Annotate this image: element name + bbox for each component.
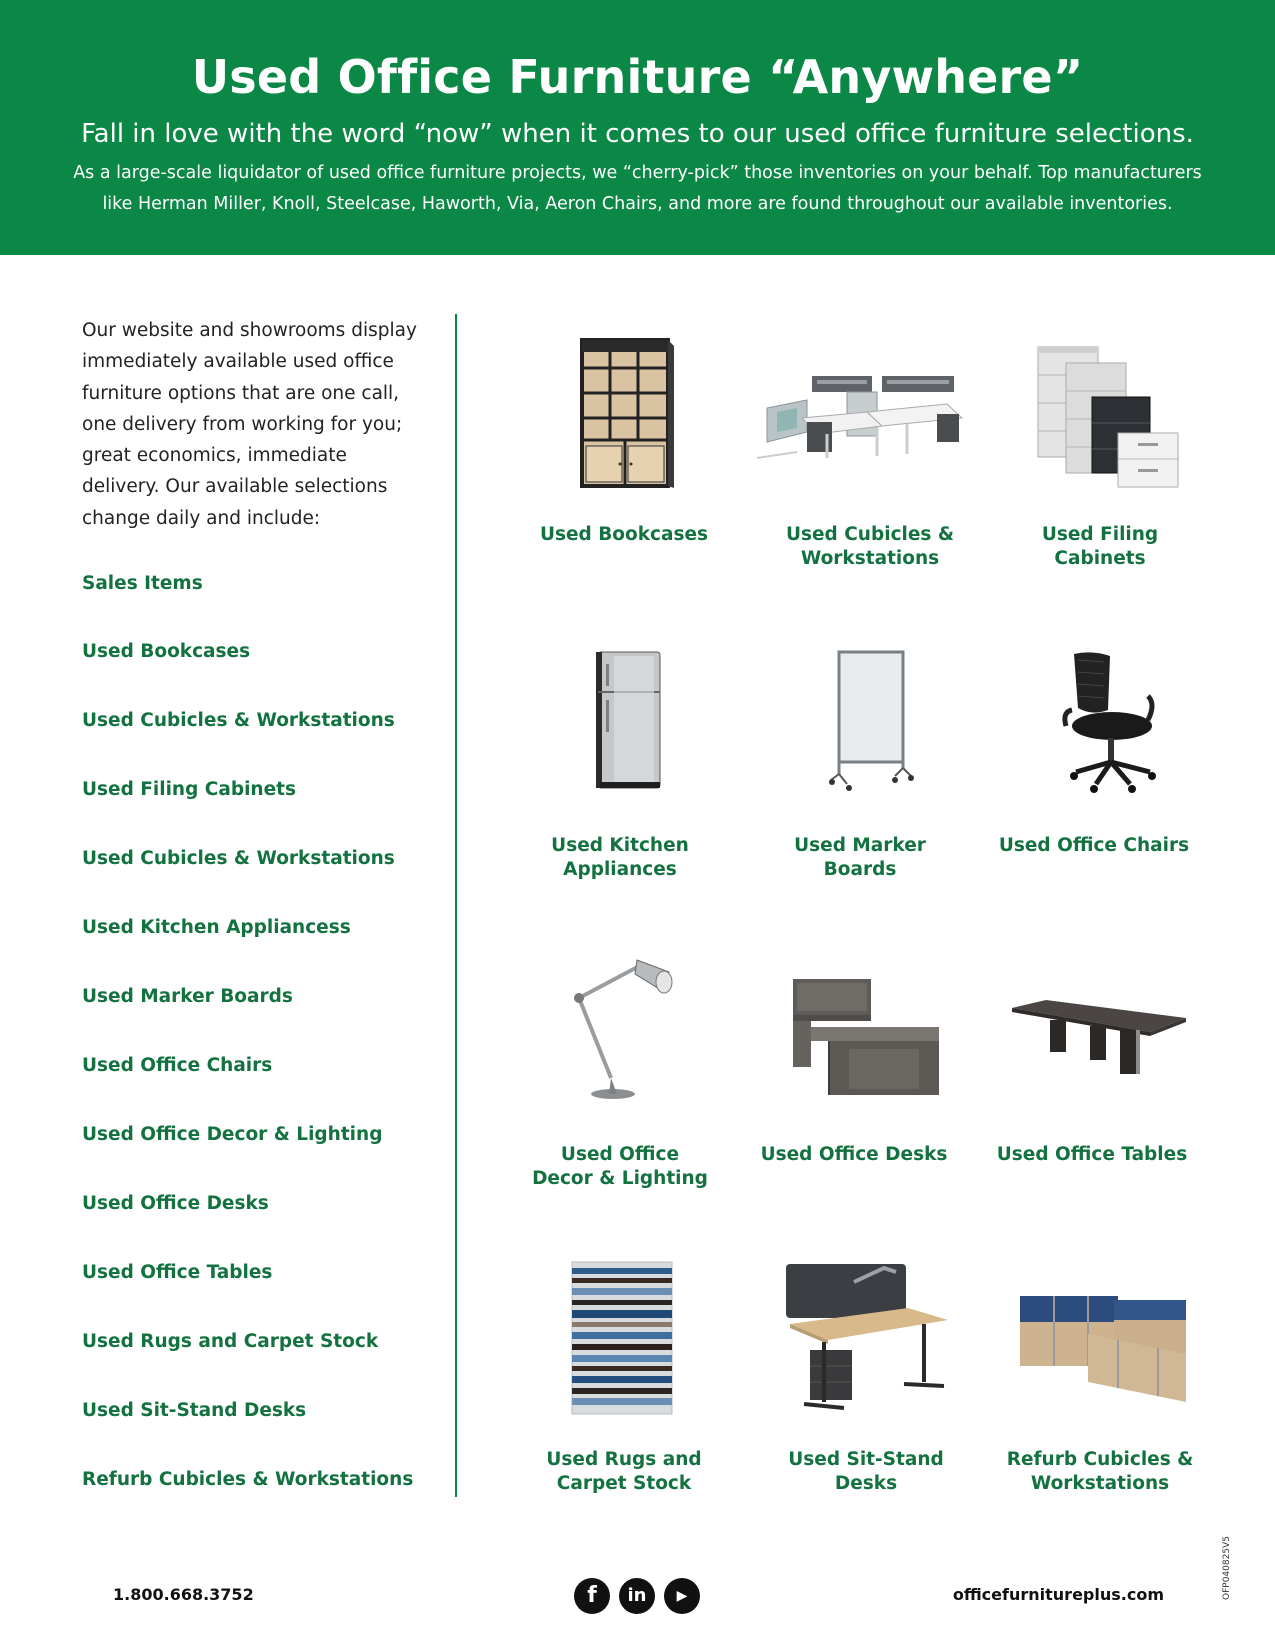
tile-label-rugs[interactable]: Used Rugs and Carpet Stock	[546, 1449, 702, 1494]
sidebar-item-cubicles[interactable]: Used Cubicles & Workstations	[82, 710, 395, 731]
sidebar-item-sales[interactable]: Sales Items	[82, 573, 203, 594]
tile-label-office-chairs[interactable]: Used Office Chairs	[998, 835, 1190, 856]
sidebar-item-filing-cabinets[interactable]: Used Filing Cabinets	[82, 779, 296, 800]
rug-image[interactable]	[570, 1260, 674, 1416]
sidebar-item-kitchen[interactable]: Used Kitchen Appliancess	[82, 917, 351, 938]
document-code: OFP040825V5	[1222, 1536, 1232, 1600]
footer-phone[interactable]: 1.800.668.3752	[113, 1585, 254, 1604]
page-title: Used Office Furniture “Anywhere”	[191, 50, 1084, 104]
filing-cabinets-image[interactable]	[1030, 345, 1182, 490]
sidebar-item-office-chairs[interactable]: Used Office Chairs	[82, 1055, 273, 1076]
tile-label-marker-boards[interactable]: Used Marker Boards	[794, 835, 926, 880]
tile-label-refurb-cubicles[interactable]: Refurb Cubicles & Workstations	[1006, 1449, 1194, 1494]
office-desk-image[interactable]	[789, 975, 945, 1103]
refurb-cubicles-image[interactable]	[1018, 1294, 1188, 1404]
header-description: As a large-scale liquidator of used office furniture projects, we “cherry-pick” those inventories on your behalf. Top manufacturers like Herman Miller, Knoll, Steelcase, Haworth, Via, Aeron Chairs, and more are found throughout our available inventories.	[73, 163, 1202, 214]
tile-label-filing-cabinets[interactable]: Used Filing Cabinets	[1041, 524, 1159, 569]
sidebar-item-marker-boards[interactable]: Used Marker Boards	[82, 986, 293, 1007]
marker-board-image[interactable]	[829, 648, 915, 796]
youtube-icon[interactable]: ▶	[664, 1578, 700, 1614]
refrigerator-image[interactable]	[594, 650, 666, 792]
sit-stand-desk-image[interactable]	[784, 1262, 950, 1414]
footer-website[interactable]: officefurnitureplus.com	[952, 1585, 1164, 1604]
cubicles-image[interactable]	[757, 372, 967, 464]
sidebar-item-office-desks[interactable]: Used Office Desks	[82, 1193, 269, 1214]
tile-label-bookcases[interactable]: Used Bookcases	[539, 524, 709, 545]
header-banner	[0, 0, 1275, 255]
office-table-image[interactable]	[1010, 998, 1188, 1082]
office-chair-image[interactable]	[1052, 650, 1162, 796]
tile-label-sit-stand[interactable]: Used Sit-Stand Desks	[788, 1449, 944, 1494]
tile-label-decor-lighting[interactable]: Used Office Decor & Lighting	[532, 1144, 708, 1189]
tile-label-kitchen[interactable]: Used Kitchen Appliances	[551, 835, 689, 880]
tile-label-office-desks[interactable]: Used Office Desks	[760, 1144, 948, 1165]
sidebar-item-bookcases[interactable]: Used Bookcases	[82, 641, 251, 662]
intro-text: Our website and showrooms display immediately available used office furniture options that are one call, one delivery from working for you; great economics, immediate delivery. Our available selections change daily and include:	[82, 320, 417, 529]
tile-label-cubicles[interactable]: Used Cubicles & Workstations	[785, 524, 955, 569]
sidebar-item-sit-stand[interactable]: Used Sit-Stand Desks	[82, 1400, 307, 1421]
sidebar-item-cubicles-2[interactable]: Used Cubicles & Workstations	[82, 848, 395, 869]
page-subtitle: Fall in love with the word “now” when it comes to our used office furniture selections.	[81, 119, 1194, 149]
sidebar-item-office-tables[interactable]: Used Office Tables	[82, 1262, 273, 1283]
sidebar-item-refurb-cubicles[interactable]: Refurb Cubicles & Workstations	[82, 1469, 414, 1490]
sidebar-item-rugs[interactable]: Used Rugs and Carpet Stock	[82, 1331, 379, 1352]
desk-lamp-image[interactable]	[565, 958, 685, 1104]
tile-label-office-tables[interactable]: Used Office Tables	[996, 1144, 1188, 1165]
sidebar-item-decor-lighting[interactable]: Used Office Decor & Lighting	[82, 1124, 383, 1145]
bookcase-image[interactable]	[580, 338, 675, 490]
linkedin-icon[interactable]: in	[619, 1578, 655, 1614]
facebook-icon[interactable]: f	[574, 1578, 610, 1614]
column-divider	[455, 314, 457, 1497]
